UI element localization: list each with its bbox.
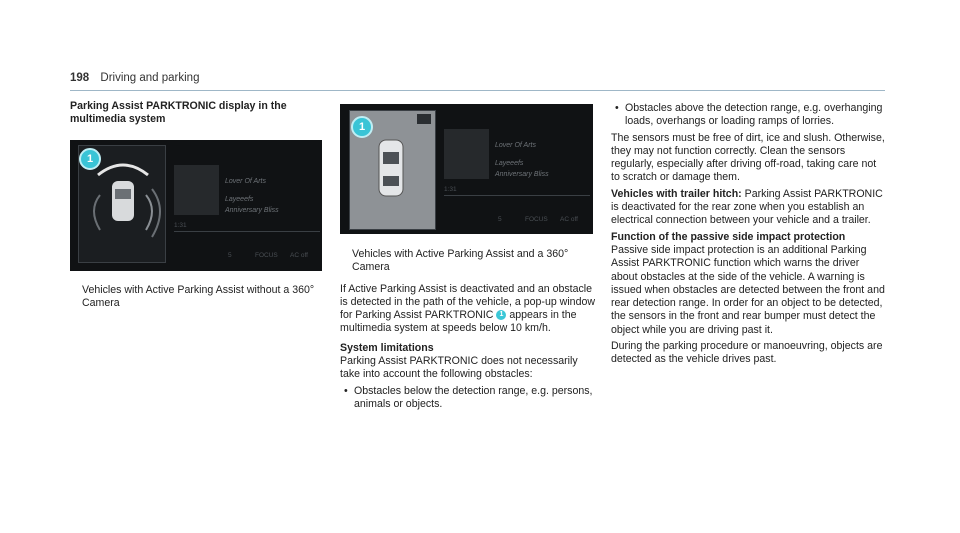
system-limitations-text: Parking Assist PARKTRONIC does not necessarily take into account the following obstacles: <box>340 355 578 381</box>
bar-item-preset: 5 <box>228 252 232 259</box>
bar-item-preset: 5 <box>498 216 502 223</box>
system-limitations-heading: System limitations <box>340 341 434 354</box>
paragraph-popup-a: If Active Parking Assist is deactivated and an obstacle is detected in the path of the vehicle, a pop-up window for Parking Assist PARKTRONIC <box>340 282 596 322</box>
caption-1 <box>82 284 322 314</box>
sensor-cleaning-text: The sensors must be free of dirt, ice and slush. Otherwise, they may not function correctly. Clean the sensors regularly, especially after driving off-road, taking care not to scratch or damage them. <box>611 131 885 184</box>
progress-line <box>174 231 320 232</box>
header-divider <box>70 90 885 91</box>
track-name: Anniversary Bliss <box>495 171 549 178</box>
album-title: Lover Of Arts <box>225 178 266 185</box>
section-title: Driving and parking <box>100 72 200 84</box>
progress-line <box>444 195 590 196</box>
bar-item-ac: AC off <box>290 252 308 259</box>
callout-1: 1 <box>351 116 373 138</box>
trailer-hitch-paragraph <box>611 188 886 228</box>
bullet-below-range: • Obstacles below the detection range, e.g. persons, animals or objects. <box>340 385 595 412</box>
page-header <box>70 72 199 84</box>
album-art <box>444 129 489 179</box>
album-title: Lover Of Arts <box>495 142 536 149</box>
track-time: 1:31 <box>444 186 457 193</box>
caption-2: Vehicles with Active Parking Assist and a 360° Camera <box>352 248 569 274</box>
album-art <box>174 165 219 215</box>
paragraph-popup <box>340 283 595 336</box>
bullet-above-range: • Obstacles above the detection range, e.g. overhanging loads, overhangs or loading ramps of lorries. <box>611 102 886 129</box>
track-name: Anniversary Bliss <box>225 207 279 214</box>
side-impact-text-1: Passive side impact protection is an additional Parking Assist PARKTRONIC function which warns the driver about obstacles at the side of the vehicle. A warning is issued when obstacles are detected between the front and rear detection range. In order for an object to be detected, the sensors in the front and rear bumper must detect the object while you are driving past it. <box>611 243 885 336</box>
track-time: 1:31 <box>174 222 187 229</box>
trailer-hitch-text: Parking Assist PARKTRONIC is deactivated for the rear zone when you establish an electrical connection between your vehicle and a trailer. <box>611 187 883 227</box>
trailer-hitch-label: Vehicles with trailer hitch: <box>611 187 742 200</box>
section-heading: Parking Assist PARKTRONIC display in the multimedia system <box>70 100 287 126</box>
column-3 <box>611 100 886 370</box>
multimedia-screenshot-2 <box>340 104 593 234</box>
callout-badge: 1 <box>496 310 506 320</box>
artist-name: Layeeefs <box>495 160 524 167</box>
callout-1: 1 <box>79 148 101 170</box>
paragraph-popup-b: appears in the multimedia system at speeds below 10 km/h. <box>340 309 577 335</box>
bar-item-ac: AC off <box>560 216 578 223</box>
bar-item-focus: FOCUS <box>255 252 278 259</box>
caption-1-text: Vehicles with Active Parking Assist without a 360° Camera <box>82 284 315 310</box>
side-impact-heading: Function of the passive side impact protection <box>611 230 846 243</box>
column-1 <box>70 100 325 127</box>
artist-name: Layeeefs <box>225 196 254 203</box>
page-number: 198 <box>70 72 90 84</box>
side-impact-text-2: During the parking procedure or manoeuvring, objects are detected as the vehicle drives past. <box>611 340 883 366</box>
multimedia-screenshot-1 <box>70 140 322 271</box>
bar-item-focus: FOCUS <box>525 216 548 223</box>
column-2-text <box>340 248 595 414</box>
